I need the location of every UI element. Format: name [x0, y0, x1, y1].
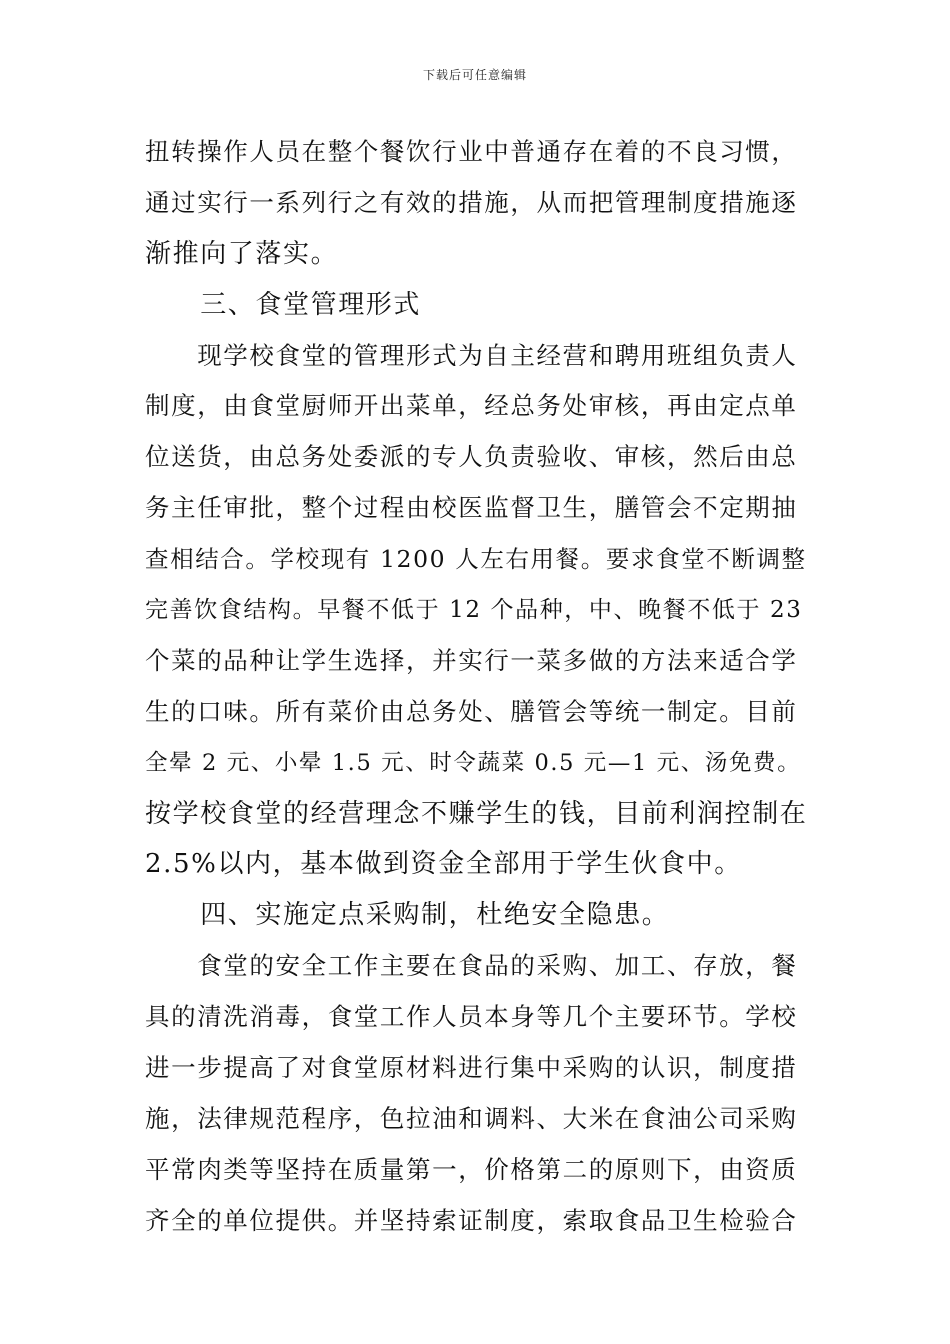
text-line: 位送货，由总务处委派的专人负责验收、审核，然后由总 [145, 442, 798, 472]
body-text [145, 127, 809, 1247]
text-line: 查相结合。学校现有 1200 人左右用餐。要求食堂不断调整 [145, 545, 807, 574]
text-line: 生的口味。所有菜价由总务处、膳管会等统一制定。目前 [145, 696, 798, 726]
text-line: 按学校食堂的经营理念不赚学生的钱，目前利润控制在 [145, 798, 808, 829]
text-line: 现学校食堂的管理形式为自主经营和聘用班组负责人 [145, 340, 798, 370]
text-line: 通过实行一系列行之有效的措施，从而把管理制度措施逐 [145, 187, 798, 217]
text-line: 齐全的单位提供。并坚持索证制度，索取食品卫生检验合 [145, 1205, 798, 1235]
text-line: 食堂的安全工作主要在食品的采购、加工、存放，餐 [145, 951, 798, 981]
text-line: 渐推向了落实。 [145, 238, 339, 269]
text-line: 完善饮食结构。早餐不低于 12 个品种，中、晚餐不低于 23 [145, 597, 803, 624]
text-line: 2.5%以内，基本做到资金全部用于学生伙食中。 [145, 849, 742, 880]
text-line: 进一步提高了对食堂原材料进行集中采购的认识，制度措 [145, 1053, 798, 1083]
text-line: 平常肉类等坚持在质量第一，价格第二的原则下，由资质 [145, 1154, 798, 1184]
text-line: 制度，由食堂厨师开出菜单，经总务处审核，再由定点单 [145, 391, 798, 421]
text-line: 全晕 2 元、小晕 1.5 元、时令蔬菜 0.5 元—1 元、汤免费。 [145, 749, 802, 776]
text-line: 务主任审批，整个过程由校医监督卫生，膳管会不定期抽 [145, 493, 798, 523]
text-line: 具的清洗消毒，食堂工作人员本身等几个主要环节。学校 [145, 1002, 798, 1032]
text-line: 扭转操作人员在整个餐饮行业中普通存在着的不良习惯， [145, 137, 798, 166]
text-line: 个菜的品种让学生选择，并实行一菜多做的方法来适合学 [145, 645, 798, 675]
section-heading: 四、实施定点采购制，杜绝安全隐患。 [145, 900, 670, 931]
page-header: 下载后可任意编辑 [422, 68, 527, 82]
section-heading: 三、食堂管理形式 [145, 289, 422, 320]
text-line: 施，法律规范程序，色拉油和调料、大米在食油公司采购 [145, 1103, 798, 1133]
